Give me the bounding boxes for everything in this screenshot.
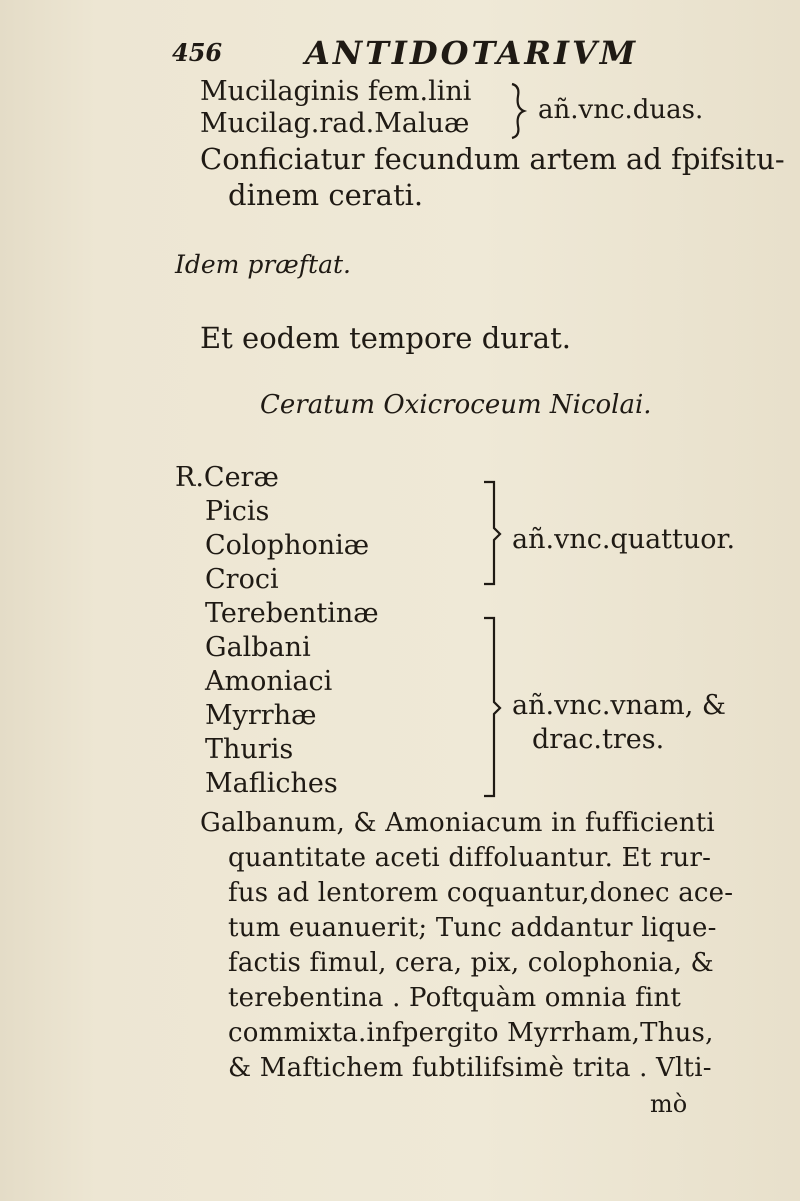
brace-icon	[478, 614, 504, 802]
page-number: 456	[172, 38, 223, 67]
brace-icon	[506, 82, 528, 140]
catchword: mò	[650, 1090, 688, 1118]
running-title: ANTIDOTARIVM	[305, 34, 639, 72]
ingredient-line: Mucilaginis fem.lini	[200, 76, 472, 107]
idem-note: Idem præftat.	[175, 250, 351, 279]
section-title: Ceratum Oxicroceum Nicolai.	[260, 390, 652, 420]
quantity-label: drac.tres.	[532, 724, 665, 755]
paragraph-line: & Maftichem fubtilifsimè trita . Vlti-	[228, 1053, 712, 1083]
quantity-label: añ.vnc.quattuor.	[512, 524, 736, 555]
ingredient-line: Amoniaci	[205, 666, 333, 697]
paragraph-line: Galbanum, & Amoniacum in fufficienti	[200, 808, 715, 838]
paragraph-line: quantitate aceti diffoluantur. Et rur-	[228, 843, 712, 873]
ingredient-line: Galbani	[205, 632, 311, 663]
ingredient-line: Mafliches	[205, 768, 338, 799]
quantity-label: añ.vnc.vnam, &	[512, 690, 726, 721]
instruction-line: dinem cerati.	[228, 178, 424, 212]
duration-note: Et eodem tempore durat.	[200, 321, 571, 355]
ingredient-line: Mucilag.rad.Maluæ	[200, 108, 470, 139]
ingredient-line: Colophoniæ	[205, 530, 370, 561]
ingredient-line: Thuris	[205, 734, 294, 765]
paragraph-line: commixta.infpergito Myrrham,Thus,	[228, 1018, 714, 1048]
ingredient-line: R.Ceræ	[175, 462, 279, 493]
brace-icon	[478, 478, 504, 590]
instruction-line: Conficiatur fecundum artem ad fpifsitu-	[200, 142, 785, 176]
paragraph-line: fus ad lentorem coquantur,donec ace-	[228, 878, 734, 908]
quantity-label: añ.vnc.duas.	[538, 95, 704, 125]
paragraph-line: terebentina . Poftquàm omnia fint	[228, 983, 682, 1013]
paragraph-line: factis fimul, cera, pix, colophonia, &	[228, 948, 714, 978]
paragraph-line: tum euanuerit; Tunc addantur lique-	[228, 913, 717, 943]
ingredient-line: Myrrhæ	[205, 700, 317, 731]
ingredient-line: Croci	[205, 564, 279, 595]
ingredient-line: Terebentinæ	[205, 598, 379, 629]
ingredient-line: Picis	[205, 496, 270, 527]
